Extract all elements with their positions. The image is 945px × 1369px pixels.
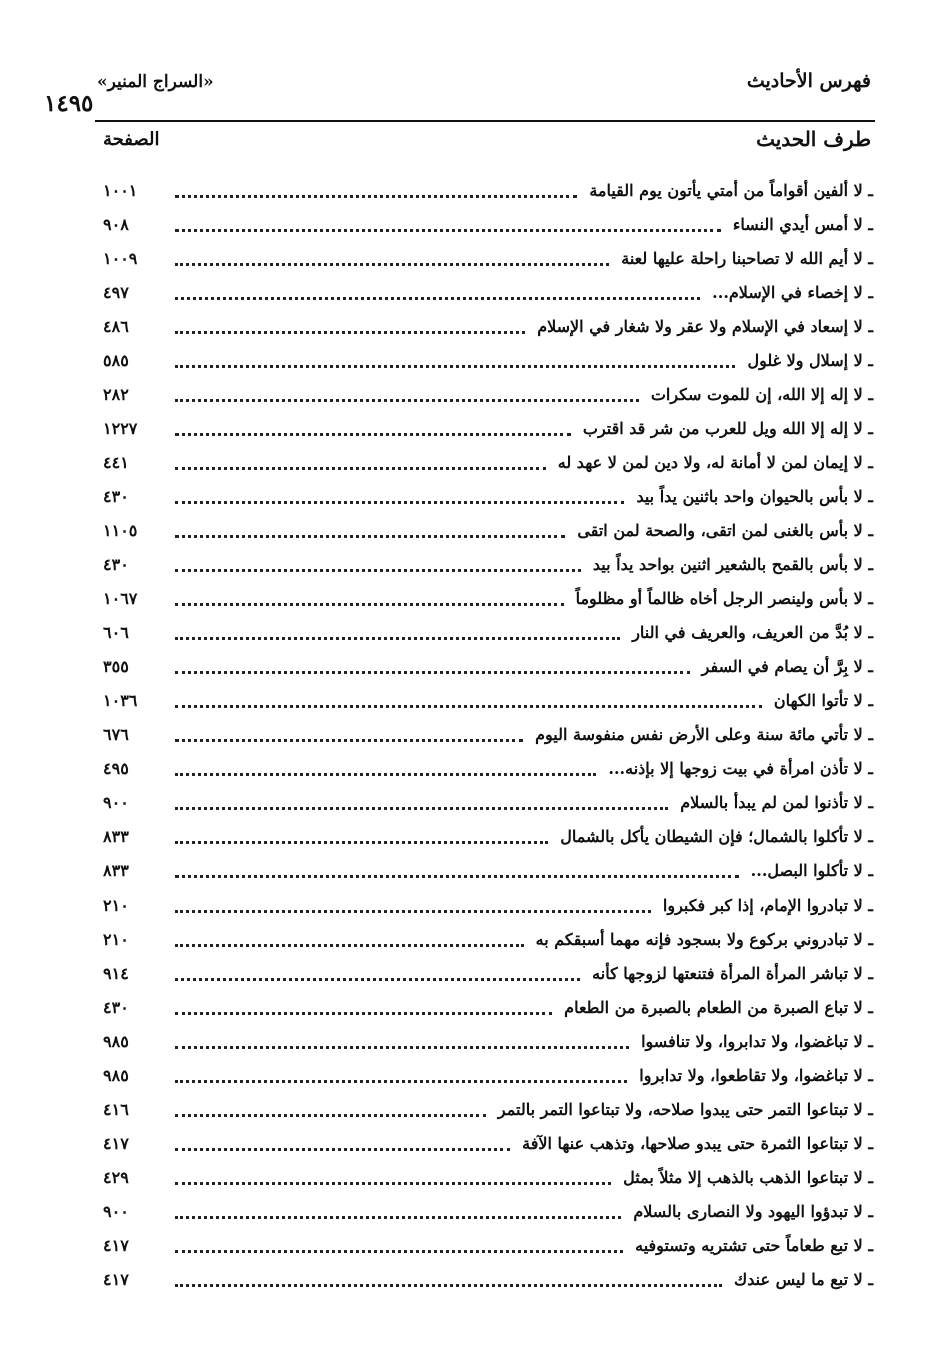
index-entry [103,377,873,411]
page-ref: ٨٣٣ [103,861,129,881]
page-ref: ٤٣٠ [103,555,129,575]
dot-leader [175,910,651,913]
index-entry [103,1194,873,1228]
hadith-text: ـ لا تأكلوا بالشمال؛ فإن الشيطان يأكل بالشمال [560,827,873,847]
page-ref: ٦٧٦ [103,725,129,745]
hadith-text: ـ لا تبع ما ليس عندك [734,1270,873,1290]
page-ref: ٤١٧ [103,1235,129,1255]
page-ref: ١٠٠١ [103,180,138,200]
dot-leader [175,1148,510,1151]
index-entry [103,1024,873,1058]
page-ref: ١٠٠٩ [103,248,138,268]
dot-leader [175,841,548,844]
hadith-text: ـ لا بأس بالغنى لمن اتقى، والصحة لمن اتقى [577,520,873,540]
dot-leader [175,1080,627,1083]
hadith-text: ـ لا تبتاعوا الذهب بالذهب إلا مثلاً بمثل [623,1167,873,1187]
page-ref: ٢٨٢ [103,384,129,404]
index-entry [103,241,873,275]
index-entry [103,309,873,343]
dot-leader [175,331,525,334]
page-ref: ٨٣٣ [103,827,129,847]
index-entry [103,411,873,445]
dot-leader [175,263,609,266]
book-title: «السراج المنير» [97,72,214,92]
hadith-text: ـ لا أيم الله لا تصاحبنا راحلة عليها لعنة [621,248,873,268]
index-entry [103,956,873,990]
page-ref: ١٠٦٧ [103,589,138,609]
hadith-text: ـ لا تباغضوا، ولا تقاطعوا، ولا تدابروا [639,1065,873,1085]
index-entry [103,854,873,888]
hadith-text: ـ لا إيمان لمن لا أمانة له، ولا دين لمن لا عهد له [557,452,873,472]
index-entry [103,650,873,684]
hadith-text: ـ لا تبع طعاماً حتى تشتريه وتستوفيه [635,1235,873,1255]
hadith-column-heading: طرف الحديث [756,127,871,151]
page-ref: ٤١٧ [103,1270,129,1290]
dot-leader [175,399,639,402]
index-entry [103,275,873,309]
dot-leader [175,467,546,470]
page-ref: ٩١٤ [103,963,129,983]
dot-leader [175,297,700,300]
index-entry [103,888,873,922]
page-ref: ٤٩٧ [103,282,129,302]
hadith-text: ـ لا تأذن امرأة في بيت زوجها إلا بإذنه... [608,759,873,779]
page-ref: ١٢٢٧ [103,418,138,438]
dot-leader [175,433,571,436]
index-entry [103,207,873,241]
index-entry [103,1228,873,1262]
hadith-text: ـ لا إله إلا الله ويل للعرب من شر قد اقترب [582,418,873,438]
page-ref: ١١٠٥ [103,520,138,540]
page-ref: ٩٠٠ [103,1201,129,1221]
index-entry [103,990,873,1024]
header-rule [95,120,875,122]
index-entry [103,718,873,752]
dot-leader [175,739,523,742]
dot-leader [175,875,739,878]
hadith-text: ـ لا بِرَّ أن يصام في السفر [701,657,873,677]
index-entry [103,173,873,207]
hadith-text: ـ لا بأس بالقمح بالشعير اثنين بواحد يداً بيد [592,555,873,575]
hadith-text: ـ لا ألفين أقواماً من أمتي يأتون يوم القيامة [589,180,873,200]
index-entry [103,616,873,650]
hadith-text: ـ لا إخصاء في الإسلام... [712,282,873,302]
page-ref: ٤٢٩ [103,1167,129,1187]
index-entry [103,1160,873,1194]
dot-leader [175,501,624,504]
dot-leader [175,807,668,810]
page-ref: ٤١٧ [103,1133,129,1153]
hadith-text: ـ لا تبدؤوا اليهود ولا النصارى بالسلام [633,1201,873,1221]
dot-leader [175,1114,486,1117]
index-entry [103,1058,873,1092]
index-entry [103,684,873,718]
index-entry [103,786,873,820]
index-entry [103,820,873,854]
page-ref: ٦٠٦ [103,623,129,643]
page-ref: ٤٣٠ [103,486,129,506]
dot-leader [175,1182,611,1185]
dot-leader [175,535,565,538]
dot-leader [175,705,762,708]
index-entry [103,922,873,956]
hadith-text: ـ لا بُدَّ من العريف، والعريف في النار [632,623,873,643]
page-ref: ١٠٣٦ [103,691,138,711]
dot-leader [175,569,581,572]
page-ref: ٤٣٠ [103,997,129,1017]
dot-leader [175,1250,623,1253]
page-ref: ٩٠٨ [103,214,129,234]
page-ref: ٢١٠ [103,929,129,949]
index-entry [103,582,873,616]
index-entry [103,752,873,786]
page-ref: ٩٨٥ [103,1065,129,1085]
hadith-text: ـ لا بأس ولينصر الرجل أخاه ظالماً أو مظلوماً [575,589,873,609]
hadith-text: ـ لا تبتاعوا التمر حتى يبدوا صلاحه، ولا تبتاعوا التمر بالتمر [497,1099,873,1119]
index-entry [103,513,873,547]
dot-leader [175,1216,621,1219]
index-entry [103,548,873,582]
hadith-text: ـ لا تأكلوا البصل... [750,861,873,881]
page-ref: ٤٤١ [103,452,129,472]
page-number: ١٤٩٥ [44,90,94,117]
dot-leader [175,229,721,232]
dot-leader [175,195,577,198]
index-entry [103,343,873,377]
index-title: فهرس الأحاديث [746,70,871,92]
hadith-text: ـ لا إسلال ولا غلول [747,350,873,370]
dot-leader [175,603,564,606]
hadith-text: ـ لا تباع الصبرة من الطعام بالصبرة من الطعام [564,997,873,1017]
hadith-text: ـ لا تباشر المرأة المرأة فتنعتها لزوجها كأنه [592,963,873,983]
hadith-text: ـ لا إله إلا الله، إن للموت سكرات [650,384,873,404]
hadith-text: ـ لا تبادروني بركوع ولا بسجود فإنه مهما أسبقكم به [535,929,873,949]
page-ref: ٢١٠ [103,895,129,915]
page-ref: ٤١٦ [103,1099,129,1119]
page-ref: ٤٩٥ [103,759,129,779]
dot-leader [175,978,580,981]
dot-leader [175,671,690,674]
dot-leader [175,944,524,947]
index-entry [103,1126,873,1160]
hadith-text: ـ لا إسعاد في الإسلام ولا عقر ولا شغار في الإسلام [537,316,873,336]
index-entry [103,479,873,513]
hadith-text: ـ لا تبتاعوا الثمرة حتى يبدو صلاحها، وتذهب عنها الآفة [522,1133,873,1153]
page-ref: ٩٨٥ [103,1031,129,1051]
page-ref: ٥٨٥ [103,350,129,370]
entries-list [103,173,873,1297]
hadith-text: ـ لا تبادروا الإمام، إذا كبر فكبروا [662,895,873,915]
index-entry [103,1092,873,1126]
page-ref: ٩٠٠ [103,793,129,813]
dot-leader [175,365,735,368]
hadith-text: ـ لا تأذنوا لمن لم يبدأ بالسلام [680,793,873,813]
dot-leader [175,1284,722,1287]
hadith-text: ـ لا تباغضوا، ولا تدابروا، ولا تنافسوا [641,1031,873,1051]
hadith-text: ـ لا بأس بالحيوان واحد باثنين يداً بيد [636,486,873,506]
dot-leader [175,637,620,640]
page-ref: ٤٨٦ [103,316,129,336]
dot-leader [175,1046,629,1049]
index-entry [103,1263,873,1297]
page-column-heading: الصفحة [103,129,160,150]
hadith-text: ـ لا أمس أيدي النساء [732,214,873,234]
dot-leader [175,1012,552,1015]
index-entry [103,445,873,479]
page-ref: ٣٥٥ [103,657,129,677]
dot-leader [175,773,596,776]
hadith-text: ـ لا تأتوا الكهان [773,691,873,711]
hadith-text: ـ لا تأتي مائة سنة وعلى الأرض نفس منفوسة اليوم [535,725,873,745]
